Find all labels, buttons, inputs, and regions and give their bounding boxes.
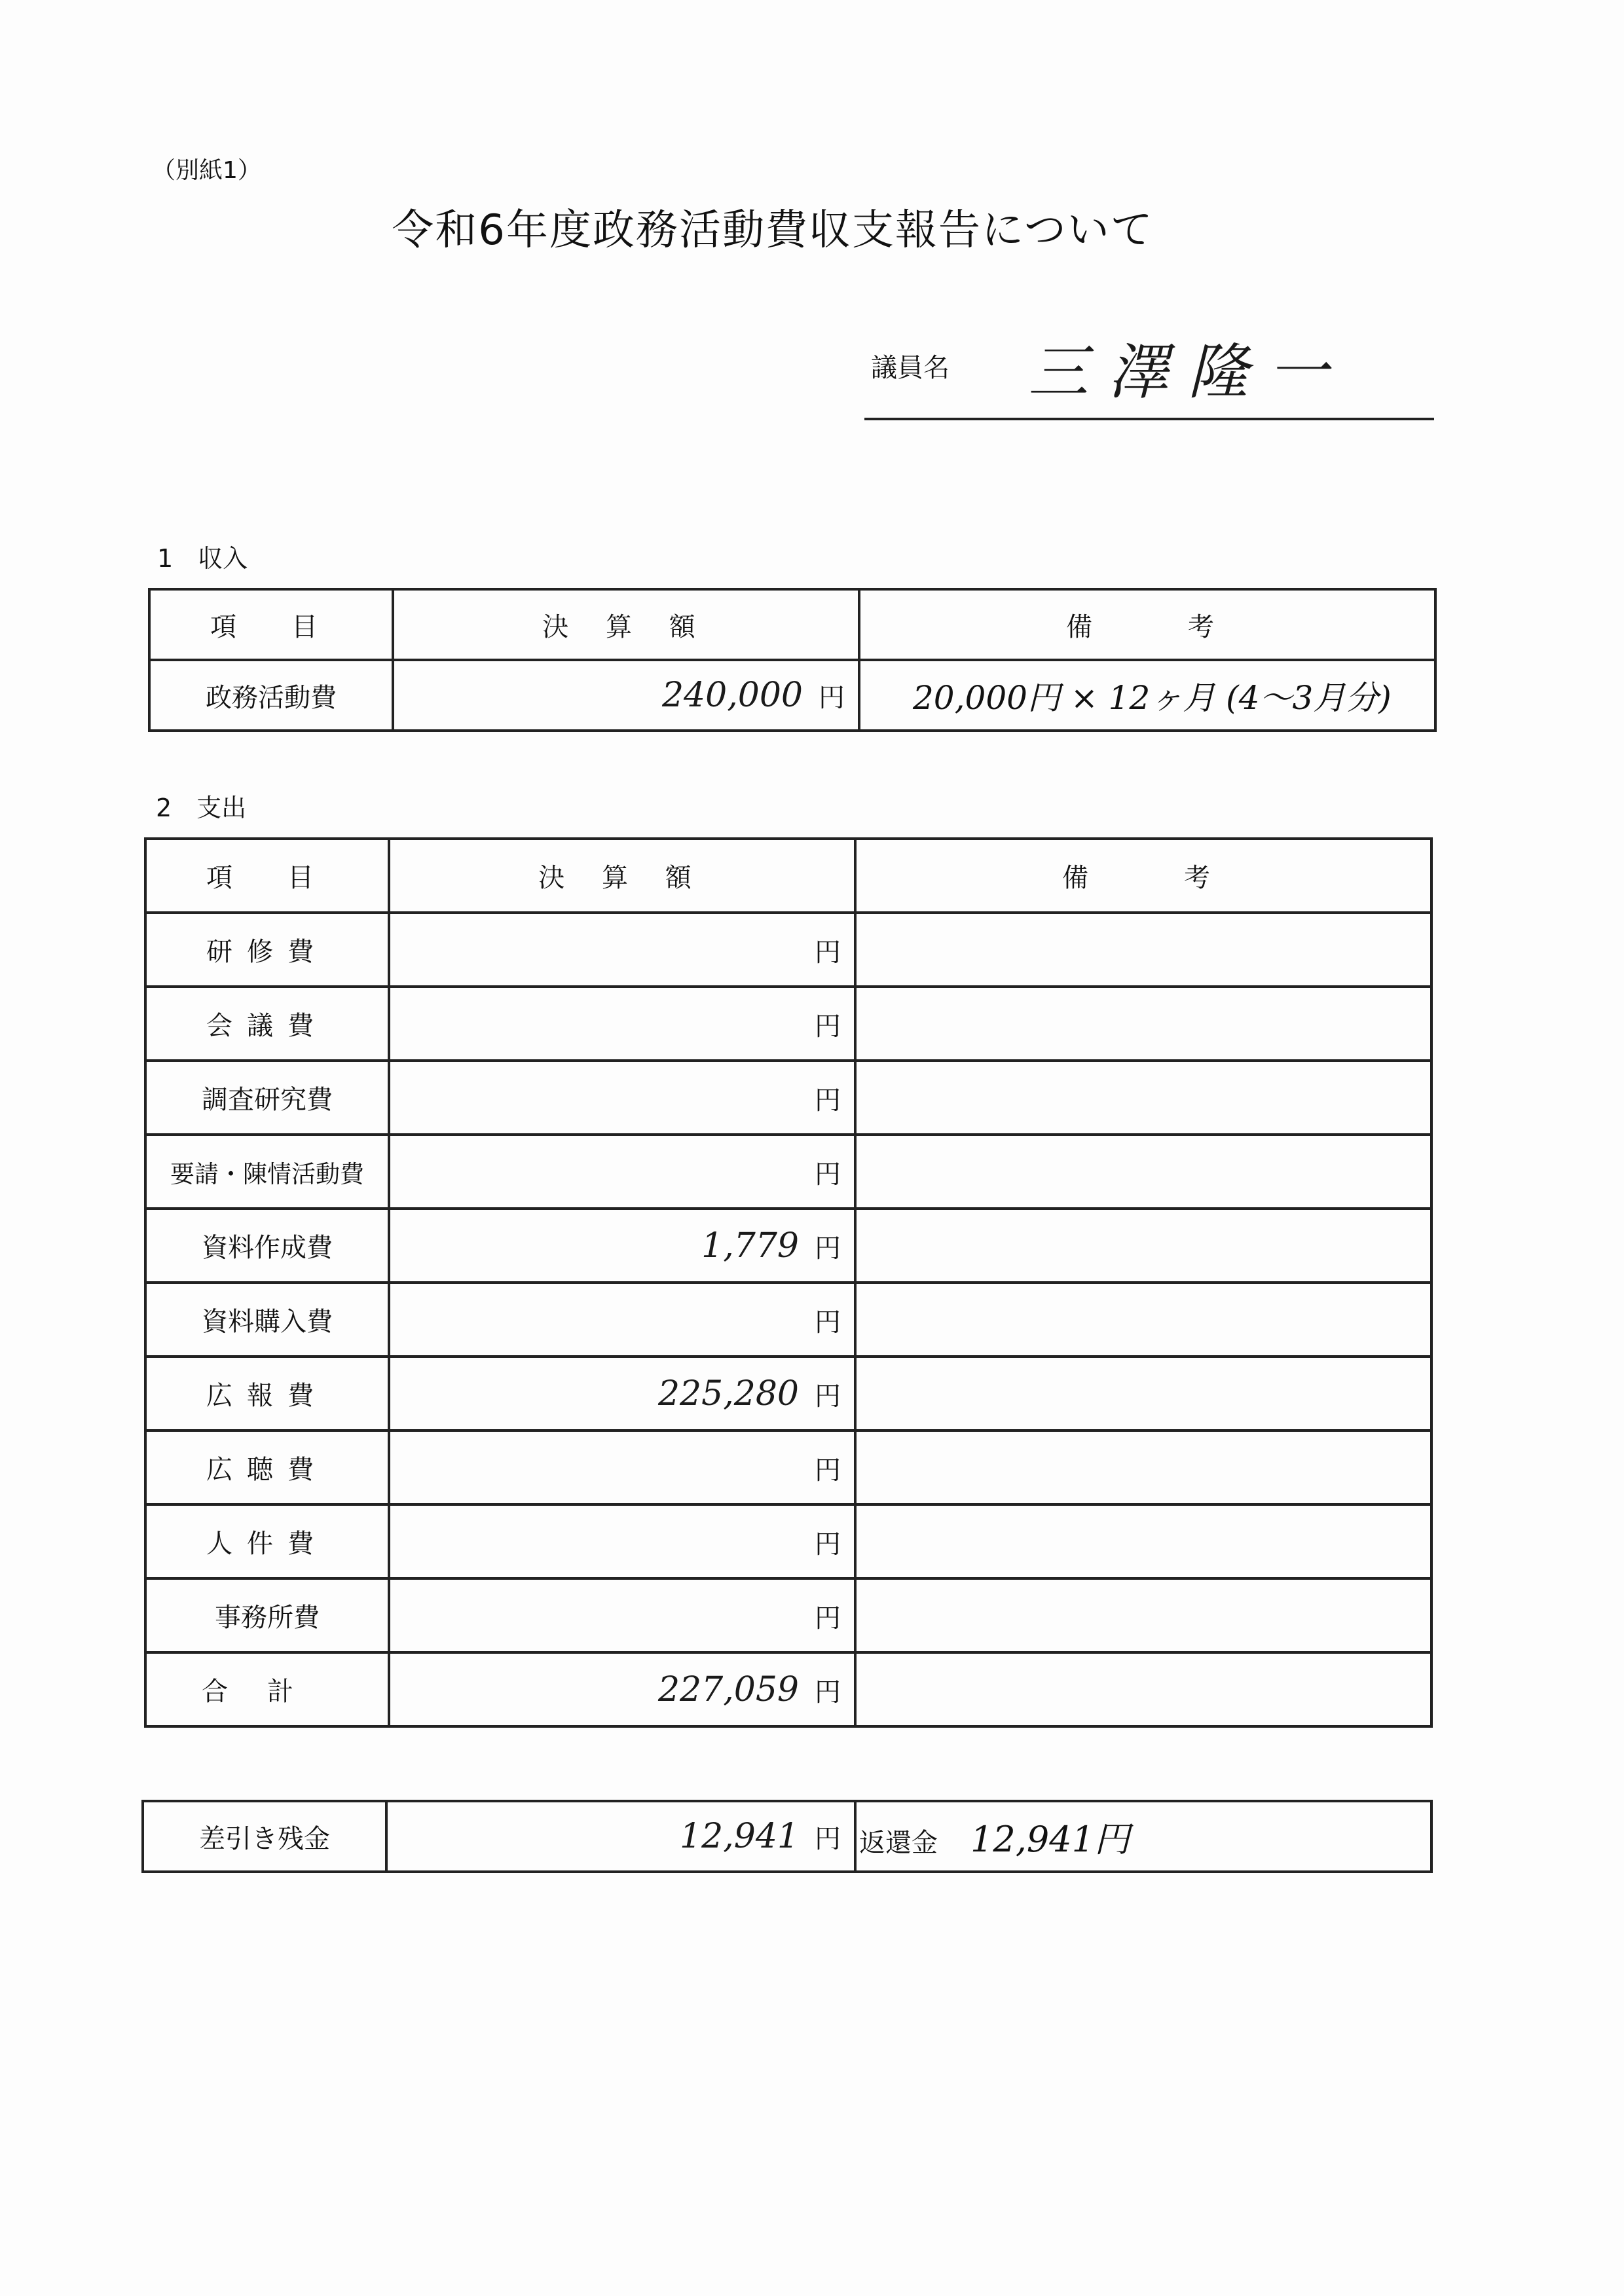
- expense-unit: 円: [815, 1011, 841, 1042]
- expense-amount-cell: [389, 1504, 855, 1578]
- balance-label: 差引き残金: [143, 1801, 386, 1872]
- expense-row: [145, 1283, 1431, 1357]
- expense-header-item: 項 目: [145, 839, 389, 913]
- expense-item: 会議費: [145, 987, 389, 1061]
- income-item: 政務活動費: [149, 660, 393, 731]
- income-row: [149, 660, 1435, 731]
- expense-section-title: 2 支出: [156, 793, 247, 822]
- expense-row: [145, 1430, 1431, 1504]
- balance-unit: 円: [815, 1824, 841, 1854]
- income-amount-cell: [393, 660, 859, 731]
- expense-unit: 円: [815, 937, 841, 968]
- expense-item: 広報費: [145, 1357, 389, 1430]
- expense-item: 広聴費: [145, 1430, 389, 1504]
- return-amount: 12,941円: [970, 1818, 1130, 1860]
- expense-remarks: [855, 1209, 1431, 1283]
- expense-unit: 円: [815, 1603, 841, 1633]
- expense-amount-cell: [389, 1578, 855, 1652]
- expense-total-row: [145, 1652, 1431, 1726]
- page-title: 令和6年度政務活動費収支報告について: [392, 206, 1154, 255]
- income-section-title: 1 収入: [157, 544, 248, 573]
- expense-remarks: [855, 1283, 1431, 1357]
- expense-total-remarks: [855, 1652, 1431, 1726]
- income-amount: 240,000: [661, 676, 803, 715]
- signature-line: [864, 418, 1434, 420]
- expense-remarks: [855, 1430, 1431, 1504]
- expense-unit: 円: [815, 1085, 841, 1116]
- expense-item: 研修費: [145, 913, 389, 987]
- expense-remarks: [855, 1504, 1431, 1578]
- expense-amount-cell: [389, 1357, 855, 1430]
- expense-row: [145, 987, 1431, 1061]
- expense-unit: 円: [815, 1233, 841, 1264]
- income-unit: 円: [819, 683, 845, 713]
- expense-unit: 円: [815, 1307, 841, 1338]
- expense-row: [145, 1061, 1431, 1135]
- expense-total-amount: 227,059: [657, 1669, 799, 1709]
- expense-total-cell: [389, 1652, 855, 1726]
- expense-item: 資料作成費: [145, 1209, 389, 1283]
- attachment-note: （別紙1）: [152, 157, 261, 184]
- expense-amount-cell: [389, 1283, 855, 1357]
- member-signature: 三澤隆一: [1028, 337, 1348, 407]
- expense-remarks: [855, 1061, 1431, 1135]
- expense-amount-cell: [389, 1209, 855, 1283]
- return-cell: [855, 1801, 1431, 1872]
- balance-row: [143, 1801, 1431, 1872]
- balance-table: [141, 1800, 1433, 1873]
- expense-amount-cell: [389, 987, 855, 1061]
- income-header-item: 項 目: [149, 589, 393, 660]
- expense-row: [145, 1135, 1431, 1209]
- expense-table: [144, 837, 1433, 1728]
- expense-item: 人件費: [145, 1504, 389, 1578]
- balance-amount: 12,941: [680, 1817, 799, 1856]
- expense-row: [145, 1357, 1431, 1430]
- expense-unit: 円: [815, 1529, 841, 1559]
- income-table: [148, 588, 1437, 732]
- expense-amount: 1,779: [701, 1226, 799, 1266]
- expense-amount-cell: [389, 1135, 855, 1209]
- expense-row: [145, 913, 1431, 987]
- expense-remarks: [855, 1135, 1431, 1209]
- expense-header-amount: 決 算 額: [389, 839, 855, 913]
- expense-total-label: 合計: [145, 1652, 389, 1726]
- expense-unit: 円: [815, 1677, 841, 1707]
- expense-item: 調査研究費: [145, 1061, 389, 1135]
- income-header-amount: 決 算 額: [393, 589, 859, 660]
- return-label: 返還金: [859, 1827, 938, 1858]
- expense-unit: 円: [815, 1381, 841, 1412]
- expense-row: [145, 1578, 1431, 1652]
- expense-row: [145, 1504, 1431, 1578]
- expense-remarks: [855, 913, 1431, 987]
- member-label: 議員名: [871, 353, 950, 383]
- expense-remarks: [855, 987, 1431, 1061]
- expense-amount-cell: [389, 1430, 855, 1504]
- balance-amount-cell: [386, 1801, 855, 1872]
- expense-amount-cell: [389, 913, 855, 987]
- expense-remarks: [855, 1578, 1431, 1652]
- expense-item: 事務所費: [145, 1578, 389, 1652]
- expense-amount: 225,280: [657, 1374, 799, 1413]
- expense-item: 要請・陳情活動費: [145, 1135, 389, 1209]
- expense-header-remarks: 備 考: [855, 839, 1431, 913]
- expense-amount-cell: [389, 1061, 855, 1135]
- expense-item: 資料購入費: [145, 1283, 389, 1357]
- expense-unit: 円: [815, 1159, 841, 1190]
- income-header-row: [149, 589, 1435, 660]
- expense-row: [145, 1209, 1431, 1283]
- expense-remarks: [855, 1357, 1431, 1430]
- income-remarks: 20,000円 × 12ヶ月 (4～3月分): [859, 660, 1435, 731]
- income-header-remarks: 備 考: [859, 589, 1435, 660]
- expense-header-row: [145, 839, 1431, 913]
- expense-unit: 円: [815, 1455, 841, 1485]
